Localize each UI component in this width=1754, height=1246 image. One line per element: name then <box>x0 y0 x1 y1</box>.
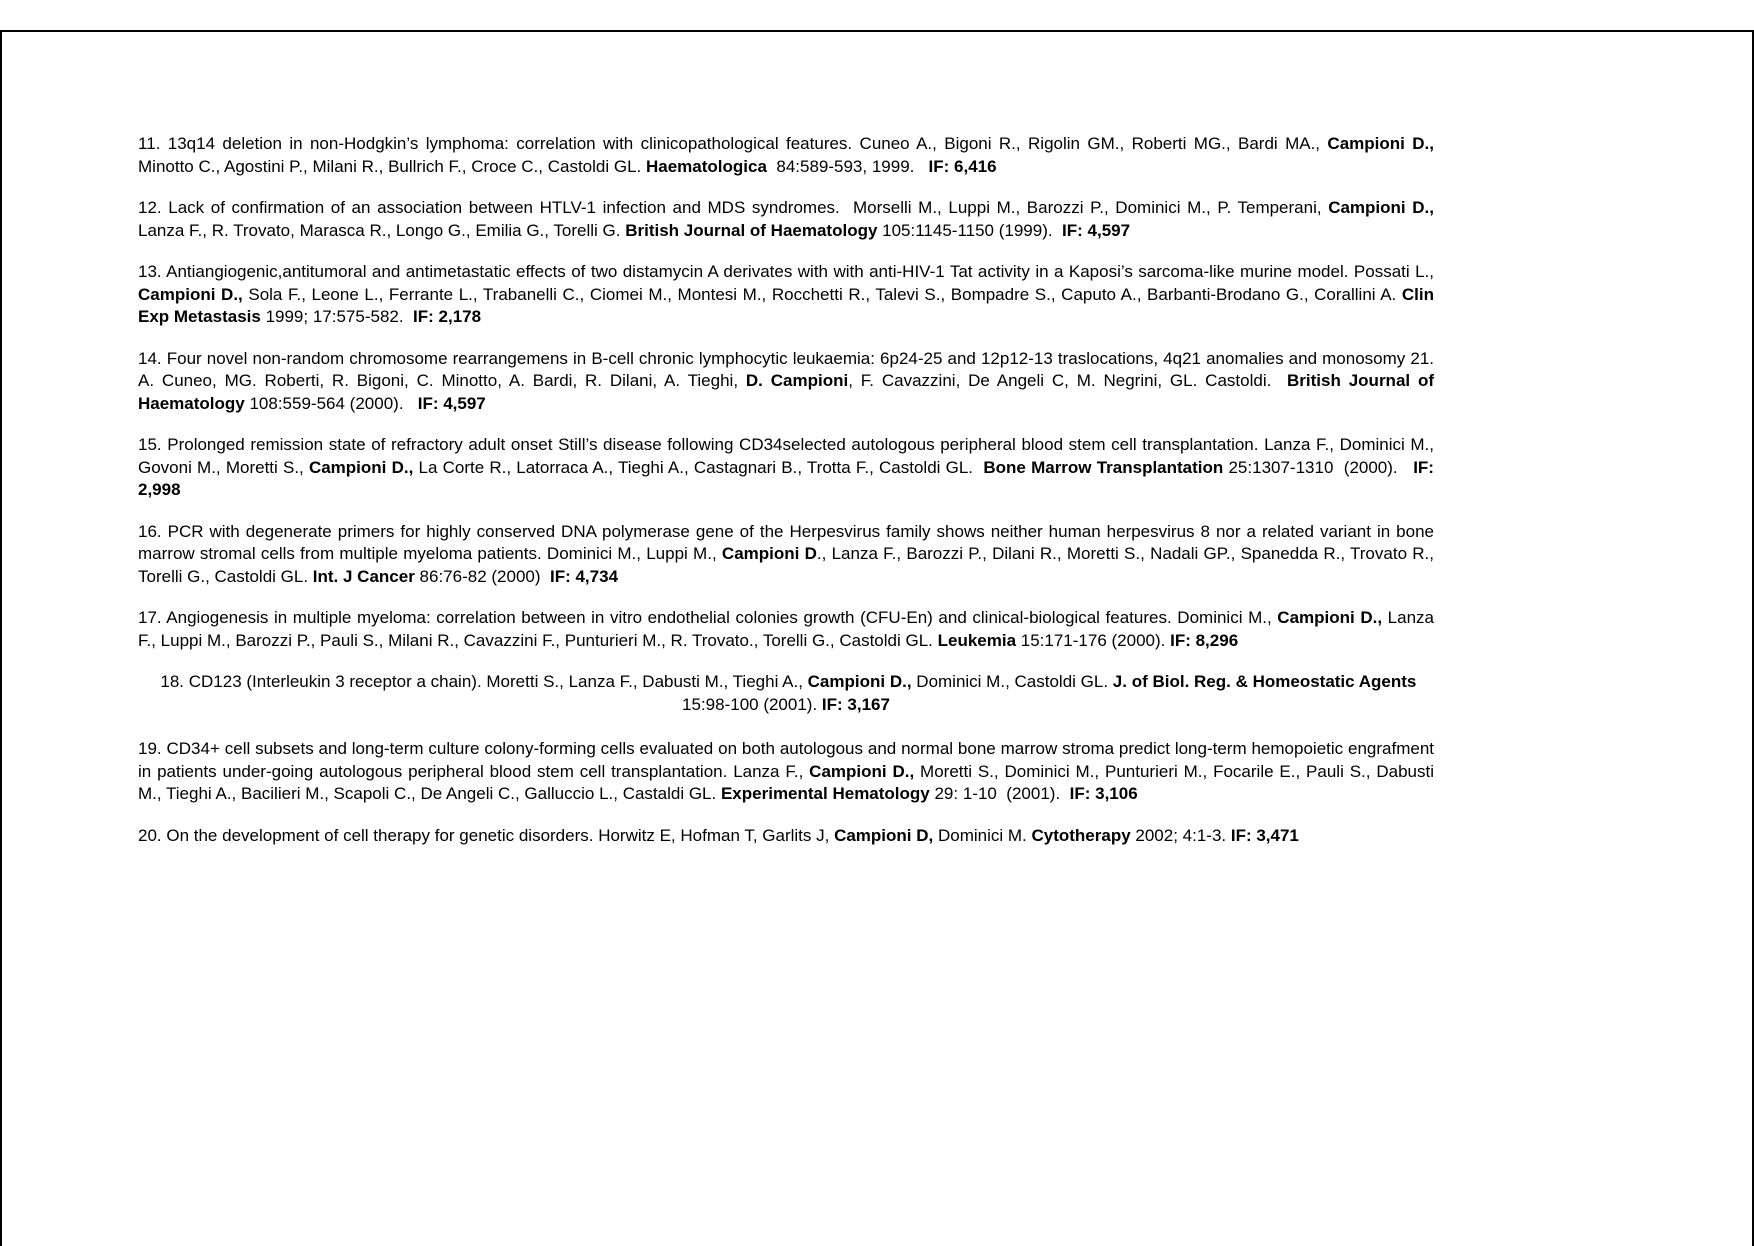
publication-entry <box>138 738 1439 806</box>
bold-text-run: IF: 6,416 <box>928 156 997 176</box>
text-run: 15:98-100 (2001). <box>682 672 1422 714</box>
bold-text-run: Campioni D., <box>809 761 915 781</box>
bold-text-run: IF: 8,296 <box>1170 630 1239 650</box>
bold-text-run: IF: 2,998 <box>138 457 1439 499</box>
bold-text-run: British Journal of Haematology <box>625 220 878 240</box>
bold-text-run: Clin Exp Metastasis <box>138 284 1439 326</box>
bold-text-run: D. Campioni <box>745 371 849 390</box>
bold-text-run: IF: 4,734 <box>549 566 619 586</box>
text-run: ., Lanza F., Barozzi P., Dilani R., Moretti S., Nadali GP., Spanedda R., Trovato R., Torelli G., Castoldi GL. <box>138 544 1439 586</box>
publication-entry <box>138 348 1439 416</box>
bold-text-run: Cytotherapy <box>1031 825 1131 845</box>
text-run: 2002; 4:1-3. <box>1130 825 1231 845</box>
bold-text-run: IF: 3,167 <box>821 694 890 714</box>
publication-entry <box>138 825 1434 848</box>
text-run: 108:559-564 (2000). <box>244 393 418 413</box>
bold-text-run: British Journal of Haematology <box>138 371 1439 413</box>
text-run: Dominici M., Castoldi GL. <box>911 672 1113 691</box>
text-run: Lanza F., R. Trovato, Marasca R., Longo G., Emilia G., Torelli G. <box>138 198 1439 240</box>
bold-text-run: Campioni D., <box>138 284 243 304</box>
publication-entry <box>138 671 1434 716</box>
text-run: 13. Antiangiogenic,antitumoral and antimetastatic effects of two distamycin A derivates with with anti-HIV-1 Tat activity in a Kaposi’s sarcoma-like murine model. Possati L., <box>138 262 1439 281</box>
text-run: 14. Four novel non-random chromosome rearrangemens in B-cell chronic lymphocytic leukaemia: 6p24-25 and 12p12-13 traslocations, 4q21 anomalies and monosomy 21. A. Cuneo, MG. Roberti, R. Bigoni, C. Minotto, A. Bardi, R. Dilani, A. Tieghi, <box>138 348 1438 390</box>
bold-text-run: Campioni D <box>721 544 817 563</box>
text-run: 29: 1-10 (2001). <box>929 784 1070 803</box>
bold-text-run: Haematologica <box>645 156 767 176</box>
text-run: 105:1145-1150 (1999). <box>877 220 1063 240</box>
bold-text-run: Campioni D., <box>1327 134 1434 153</box>
publication-entry <box>138 434 1439 502</box>
bold-text-run: Campioni D., <box>1328 198 1434 217</box>
bold-text-run: Leukemia <box>937 630 1017 650</box>
bold-text-run: Bone Marrow Transplantation <box>983 457 1224 477</box>
text-run: Lanza F., Luppi M., Barozzi P., Pauli S., Milani R., Cavazzini F., Punturieri M., R. Trovato., Torelli G., Castoldi GL. <box>138 608 1439 650</box>
publication-entry <box>138 133 1439 178</box>
text-run: 15. Prolonged remission state of refractory adult onset Still’s disease following CD34selected autologous peripheral blood stem cell transplantation. Lanza F., Dominici M., Govoni M., Moretti S., <box>138 435 1439 477</box>
bold-text-run: Campioni D., <box>308 457 414 477</box>
text-run: Moretti S., Dominici M., Punturieri M., Focarile E., Pauli S., Dabusti M., Tieghi A., Bacilieri M., Scapoli C., De Angeli C., Galluccio L., Castaldi GL. <box>138 761 1439 803</box>
publication-list <box>138 133 1439 866</box>
publication-entry <box>138 197 1439 242</box>
bold-text-run: IF: 4,597 <box>417 393 486 413</box>
text-run: 11. 13q14 deletion in non-Hodgkin’s lymphoma: correlation with clinicopathological features. Cuneo A., Bigoni R., Rigolin GM., Roberti MG., Bardi MA., <box>138 134 1328 153</box>
text-run: La Corte R., Latorraca A., Tieghi A., Castagnari B., Trotta F., Castoldi GL. <box>413 457 984 477</box>
bold-text-run: IF: 4,597 <box>1062 220 1131 240</box>
bold-text-run: J. of Biol. Reg. & Homeostatic Agents <box>1112 672 1417 691</box>
text-run: 12. Lack of confirmation of an association between HTLV-1 infection and MDS syndromes. Morselli M., Luppi M., Barozzi P., Dominici M., P. Temperani, <box>138 198 1329 217</box>
text-run: Dominici M. <box>933 825 1032 845</box>
text-run: 20. On the development of cell therapy for genetic disorders. Horwitz E, Hofman T, Garlits J, <box>138 825 835 845</box>
text-run: 25:1307-1310 (2000). <box>1223 457 1414 477</box>
bold-text-run: Campioni D, <box>834 825 934 845</box>
bold-text-run: Campioni D., <box>807 672 912 691</box>
bold-text-run: IF: 3,106 <box>1069 784 1138 803</box>
bold-text-run: IF: 3,471 <box>1230 825 1299 845</box>
text-run: Sola F., Leone L., Ferrante L., Trabanelli C., Ciomei M., Montesi M., Rocchetti R., Talevi S., Bompadre S., Caputo A., Barbanti-Brodano G., Corallini A. <box>242 284 1402 304</box>
bold-text-run: Int. J Cancer <box>312 566 415 586</box>
text-run: 1999; 17:575-582. <box>260 307 414 326</box>
publication-entry <box>138 521 1439 589</box>
text-run: 16. PCR with degenerate primers for highly conserved DNA polymerase gene of the Herpesvirus family shows neither human herpesvirus 8 nor a related variant in bone marrow stromal cells from multiple myeloma patients. Dominici M., Luppi M., <box>138 521 1439 563</box>
text-run: 18. CD123 (Interleukin 3 receptor a chain). Moretti S., Lanza F., Dabusti M., Tieghi A., <box>155 672 808 691</box>
text-run: Minotto C., Agostini P., Milani R., Bullrich F., Croce C., Castoldi GL. <box>138 134 1439 176</box>
publication-entry <box>138 261 1439 329</box>
text-run: 19. CD34+ cell subsets and long-term culture colony-forming cells evaluated on both autologous and normal bone marrow stroma predict long-term hemopoietic engrafment in patients under-going autologous peripheral blood stem cell transplantation. Lanza F., <box>138 739 1439 781</box>
text-run: 17. Angiogenesis in multiple myeloma: correlation between in vitro endothelial colonies growth (CFU-En) and clinical-biological features. Dominici M., <box>138 608 1278 627</box>
text-run: 84:589-593, 1999. <box>766 156 929 176</box>
text-run: , F. Cavazzini, De Angeli C, M. Negrini, GL. Castoldi. <box>848 371 1288 390</box>
publication-entry <box>138 607 1439 652</box>
bold-text-run: IF: 2,178 <box>413 307 482 326</box>
text-run: 15:171-176 (2000). <box>1016 630 1171 650</box>
text-run: 86:76-82 (2000) <box>414 566 550 586</box>
bold-text-run: Experimental Hematology <box>720 784 930 803</box>
bold-text-run: Campioni D., <box>1277 608 1383 627</box>
